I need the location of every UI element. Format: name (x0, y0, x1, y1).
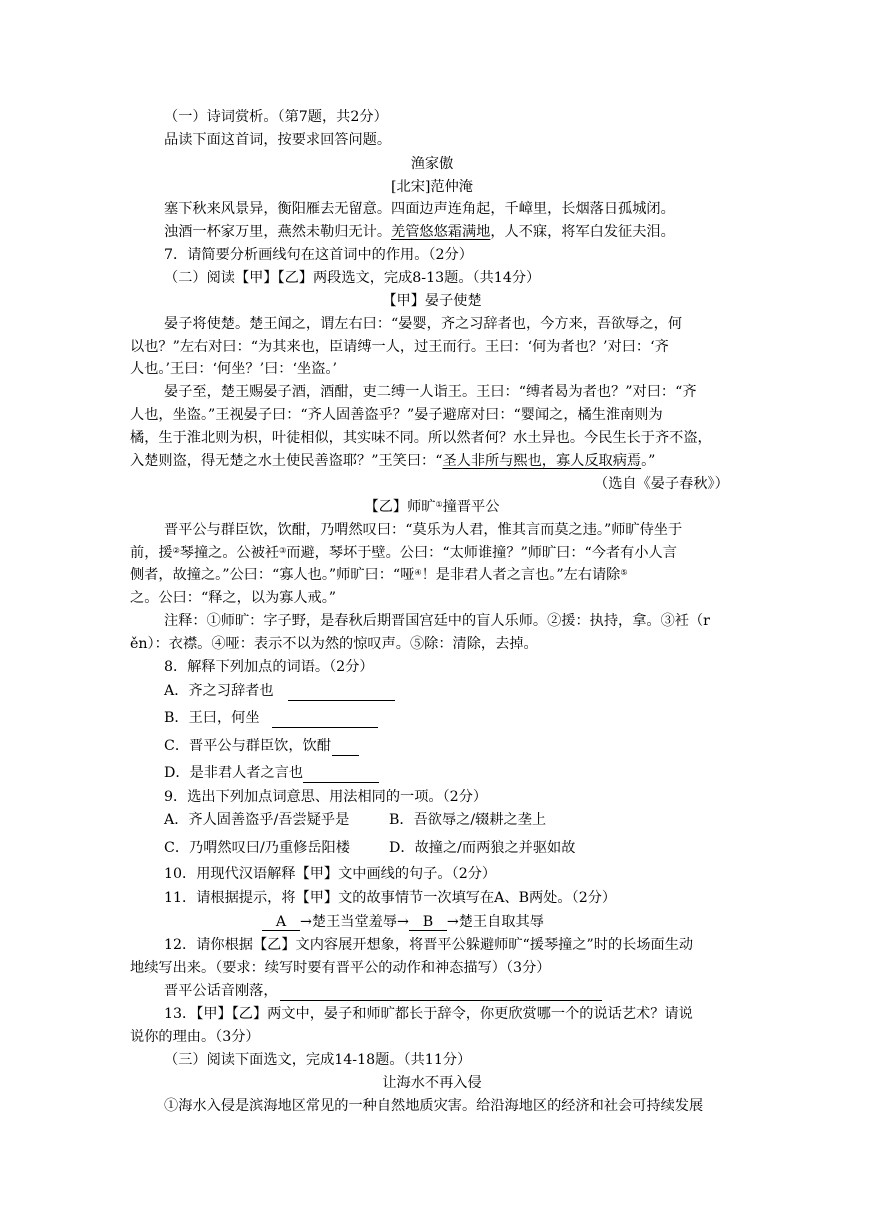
question-12-line-1: 12．请你根据【乙】文内容展开想象，将晋平公躲避师旷“援琴撞之”时的长场面生动 (164, 937, 694, 953)
q11-blank-a[interactable]: A (262, 914, 300, 931)
notes-line-1: 注释：①师旷：字子野，是春秋后期晋国宫廷中的盲人乐师。②援：执持，拿。③衽（r (164, 613, 710, 629)
q9-option-d[interactable]: D．故撞之/而两狼之并驱如故 (389, 840, 576, 856)
jia-p2-line-1: 晏子至，楚王赐晏子酒，酒酣，吏二缚一人诣王。王曰：“缚者曷为者也？”对曰：“齐 (164, 384, 697, 400)
question-10: 10．用现代汉语解释【甲】文中画线的句子。（2分） (164, 866, 497, 882)
jia-p2-line-4: 入楚则盗，得无楚之水土使民善盗耶？”王笑曰：“圣人非所与熙也，寡人反取病焉。” (130, 453, 656, 469)
q9-option-a[interactable]: A．齐人固善盗乎/吾尝疑乎是 (164, 812, 350, 828)
underlined-poem-phrase: 羌管悠悠霜满地 (391, 224, 491, 240)
jia-p1-line-2: 以也？”左右对曰：“为其来也，臣请缚一人，过王而行。王曰：‘何为者也？’对曰：‘齐 (130, 339, 669, 355)
poem-line-1: 塞下秋来风景异，衡阳雁去无留意。四面边声连角起，千嶂里，长烟落日孤城闭。 (164, 201, 675, 217)
section-2-header: （二）阅读【甲】【乙】两段选文，完成8-13题。（共14分） (164, 270, 541, 286)
jia-p1-line-1: 晏子将使楚。楚王闻之，谓左右曰：“晏婴，齐之习辞者也，今方来，吾欲辱之，何 (164, 316, 683, 332)
passage-3-title: 让海水不再入侵 (382, 1075, 482, 1091)
passage-3-para-1: ①海水入侵是滨海地区常见的一种自然地质灾害。给沿海地区的经济和社会可持续发展 (164, 1098, 704, 1114)
jia-p2-line-2: 人也，坐盗。”王视晏子曰：“齐人固善盗乎？”晏子避席对曰：“婴闻之，橘生淮南则为 (130, 407, 663, 423)
q11-plot-chain: A →楚王当堂羞辱→ B →楚王自取其辱 (262, 912, 544, 932)
q12-answer-blank[interactable] (280, 984, 602, 1001)
q8-option-c: C．晋平公与群臣饮，饮酣 (164, 736, 359, 756)
question-12-line-2: 地续写出来。（要求：续写时要有晋平公的动作和神态描写）（3分） (130, 960, 551, 976)
q8-option-d: D．是非君人者之言也 (164, 763, 379, 783)
q8-option-b: B．王曰，何坐 (164, 708, 378, 728)
q8b-answer-blank[interactable] (272, 711, 378, 728)
q8-option-a: A．齐之习辞者也 (164, 681, 395, 701)
poem-author: [北宋]范仲淹 (390, 179, 473, 195)
jia-source: （选自《晏子春秋》） (594, 476, 729, 492)
question-8: 8．解释下列加点的词语。（2分） (164, 659, 374, 675)
q8c-answer-blank[interactable] (332, 739, 359, 756)
poem-line-2: 浊酒一杯家万里，燕然未勒归无计。羌管悠悠霜满地，人不寐，将军白发征夫泪。 (164, 224, 675, 240)
section-3-header: （三）阅读下面选文，完成14-18题。（共11分） (164, 1052, 472, 1068)
question-11: 11．请根据提示，将【甲】文的故事情节一次填写在A、B两处。（2分） (164, 890, 617, 906)
q9-option-b[interactable]: B．吾欲辱之/辍耕之垄上 (389, 812, 547, 828)
passage-jia-title: 【甲】晏子使楚 (382, 293, 482, 309)
question-13-line-2: 说你的理由。（3分） (130, 1029, 260, 1045)
jia-p1-line-3: 人也。’王曰：‘何坐？’曰：‘坐盗。’ (130, 361, 337, 377)
question-7: 7．请简要分析画线句在这首词中的作用。（2分） (164, 247, 473, 263)
section-1-instruction: 品读下面这首词，按要求回答问题。 (164, 132, 392, 148)
notes-line-2: ěn）：衣襟。④哑：表示不以为然的惊叹声。⑤除：清除，去掉。 (130, 636, 538, 652)
q8d-answer-blank[interactable] (303, 766, 379, 783)
yi-line-4: 之。公曰：“释之，以为寡人戒。” (130, 590, 337, 606)
q11-blank-b[interactable]: B (409, 914, 447, 931)
underlined-sentence: 圣人非所与熙也，寡人反取病焉 (442, 453, 642, 469)
question-12-line-3: 晋平公话音刚落， (164, 981, 602, 1001)
q9-option-c[interactable]: C．乃喟然叹曰/乃重修岳阳楼 (164, 840, 350, 856)
question-13-line-1: 13．【甲】【乙】两文中，晏子和师旷都长于辞令，你更欣赏哪一个的说话艺术？请说 (164, 1006, 693, 1022)
passage-yi-title: 【乙】师旷①撞晋平公 (364, 499, 500, 515)
section-1-header: （一）诗词赏析。（第7题，共2分） (164, 109, 388, 125)
question-9: 9．选出下列加点词意思、用法相同的一项。（2分） (164, 789, 488, 805)
yi-line-1: 晋平公与群臣饮，饮酣，乃喟然叹曰：“莫乐为人君，惟其言而莫之违。”师旷侍坐于 (164, 522, 683, 538)
yi-line-3: 侧者，故撞之。”公曰：“寡人也。”师旷曰：“哑④！是非君人者之言也。”左右请除⑤ (130, 567, 628, 583)
jia-p2-line-3: 橘，生于淮北则为枳，叶徒相似，其实味不同。所以然者何？水土异也。今民生长于齐不盗， (130, 430, 712, 446)
yi-line-2: 前，援②琴撞之。公被衽③而避，琴坏于壁。公曰：“太师谁撞？”师旷曰：“今者有小人言 (130, 545, 677, 561)
poem-title: 渔家傲 (410, 156, 454, 172)
q8a-answer-blank[interactable] (288, 684, 395, 701)
